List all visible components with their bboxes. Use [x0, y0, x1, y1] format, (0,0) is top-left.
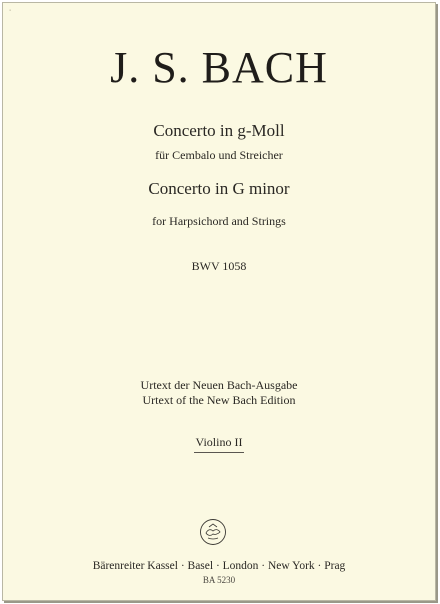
work-title-german: Concerto in g-Moll [153, 121, 285, 140]
publisher-places: Bärenreiter Kassel · Basel · London · New York · Prag [92, 560, 346, 572]
corner-mark: ▪ [9, 8, 12, 14]
edition-line-english: Urtext of the New Bach Edition [142, 393, 296, 407]
title-page [2, 2, 436, 601]
edition-line-german: Urtext der Neuen Bach-Ausgabe [140, 378, 298, 392]
part-label [3, 435, 435, 453]
baerenreiter-emblem-icon [199, 518, 227, 546]
work-subtitle-english: for Harpsichord and Strings [152, 214, 286, 228]
work-subtitle-german: für Cembalo und Streicher [155, 148, 283, 162]
part-name: Violino II [194, 435, 245, 453]
work-title-english: Concerto in G minor [148, 179, 290, 198]
catalogue-number: BWV 1058 [191, 259, 247, 273]
publisher-catalog-number: BA 5230 [202, 575, 236, 585]
composer-name: J. S. BACH [110, 43, 328, 92]
